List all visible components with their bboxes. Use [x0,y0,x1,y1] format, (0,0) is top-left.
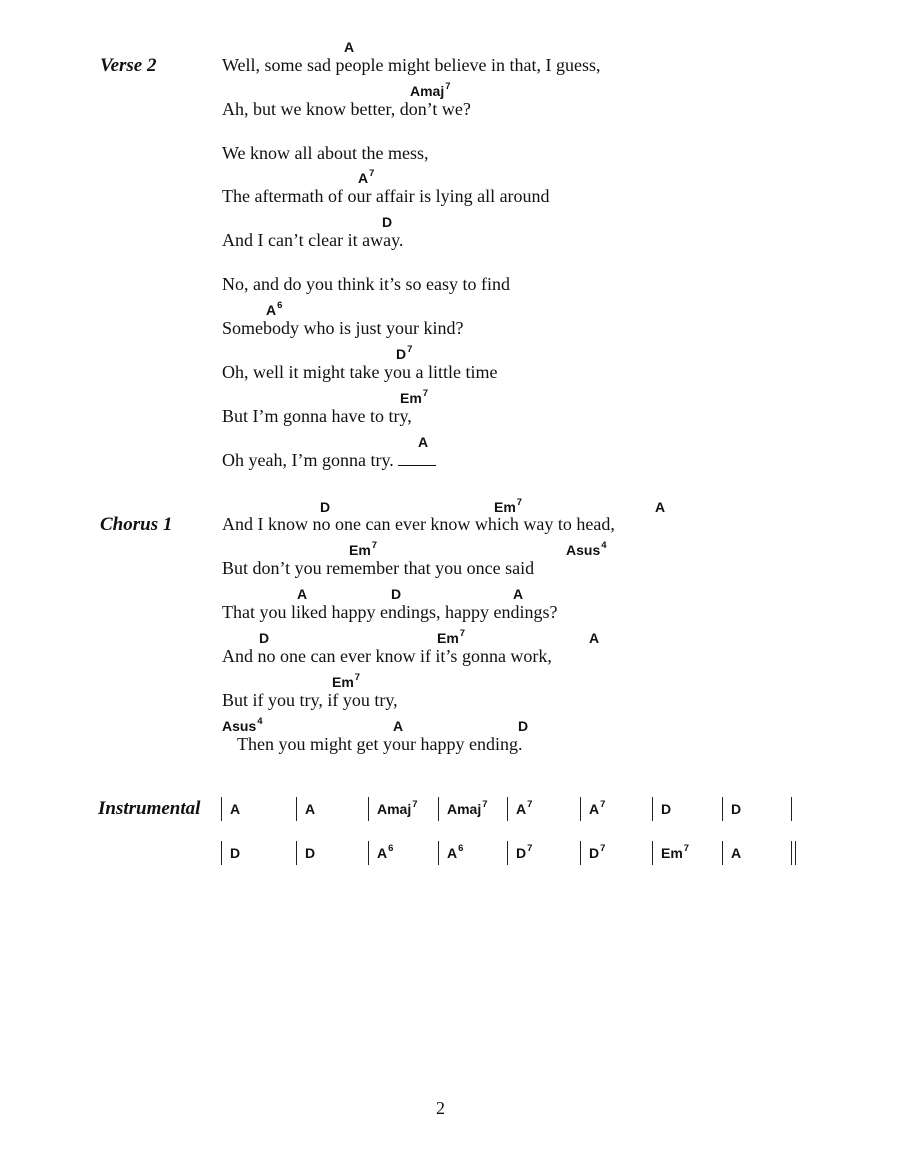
chord-root: A [516,801,527,817]
chord-extension: 7 [445,81,451,92]
instrumental-chord [447,845,463,861]
chord-root: A [589,630,600,646]
chord-root: D [305,845,316,861]
chord [513,586,523,602]
chord-extension: 6 [458,843,464,854]
instrumental-chord [377,845,393,861]
chord-extension: 7 [412,799,418,810]
chord-root: Em [332,674,354,690]
barline [507,797,508,821]
barline [221,841,222,865]
chord [391,586,401,602]
verse-2-lyric-line-7: Somebody who is just your kind? [222,318,464,338]
instrumental-chord [661,845,689,861]
instrumental-chord [305,845,315,861]
chord [566,542,607,558]
instrumental-chord [731,801,741,817]
barline [652,841,653,865]
chord-root: D [589,845,600,861]
section-label-chorus-1: Chorus 1 [100,514,173,535]
chord-extension: 6 [388,843,394,854]
chord-root: A [358,170,369,186]
chord [222,718,263,734]
chord [358,170,374,186]
chord-extension: 7 [482,799,488,810]
instrumental-chord [230,845,240,861]
barline [438,797,439,821]
final-barline [795,841,796,865]
chord-root: D [731,801,742,817]
instrumental-chord [516,801,532,817]
instrumental-chord [230,801,240,817]
chord-root: Amaj [447,801,482,817]
chord-root: D [230,845,241,861]
chord-extension: 7 [600,843,606,854]
chord [518,718,528,734]
chord [297,586,307,602]
instrumental-chord [589,801,605,817]
instrumental-chord [661,801,671,817]
chord-root: Asus [222,718,257,734]
chord-extension: 7 [683,843,690,854]
chord-root: A [418,434,429,450]
chord-root: A [447,845,458,861]
verse-2-lyric-line-10-text: Oh yeah, I’m gonna try. [222,450,394,470]
section-label-verse-2: Verse 2 [100,55,157,76]
chord-root: A [377,845,388,861]
chord-root: D [391,586,402,602]
instrumental-chord [516,845,532,861]
barline [791,797,792,821]
chord [589,630,599,646]
verse-2-lyric-line-9: But I’m gonna have to try, [222,406,412,426]
barline [722,841,723,865]
chorus-1-lyric-line-3: That you liked happy endings, happy endings? [222,602,558,622]
instrumental-chord [731,845,741,861]
chord-root: D [516,845,527,861]
verse-2-lyric-line-10 [222,450,436,471]
chord-extension: 4 [601,540,607,551]
chord-extension: 7 [527,843,533,854]
chord-root: A [513,586,524,602]
chord-extension: 7 [600,799,606,810]
chord-root: Asus [566,542,601,558]
barline [652,797,653,821]
chorus-1-lyric-line-1: And I know no one can ever know which way to head, [222,514,615,534]
chord-root: A [731,845,742,861]
chord [494,499,522,515]
verse-2-lyric-line-2: Ah, but we know better, don’t we? [222,99,471,119]
chord [344,39,354,55]
chorus-1-lyric-line-6: Then you might get your happy ending. [237,734,523,754]
chord-root: Em [349,542,371,558]
chord-extension: 7 [422,388,429,399]
chorus-1-lyric-line-2: But don’t you remember that you once said [222,558,535,578]
chord-extension: 7 [459,628,466,639]
barline [507,841,508,865]
chord [410,83,451,99]
chord [320,499,330,515]
verse-2-lyric-line-3: We know all about the mess, [222,143,429,163]
chord [418,434,428,450]
chord-root: A [344,39,355,55]
chord [396,346,412,362]
barline [722,797,723,821]
chord [332,674,360,690]
chord-root: Em [661,845,683,861]
chord-root: D [382,214,393,230]
chord-root: D [518,718,529,734]
instrumental-chord [447,801,488,817]
barline [368,841,369,865]
chord [437,630,465,646]
chord-root: A [297,586,308,602]
final-barline [791,841,792,865]
barline [580,841,581,865]
chord-root: Amaj [410,83,445,99]
chord [393,718,403,734]
section-label-instrumental: Instrumental [98,798,201,819]
chord-root: D [396,346,407,362]
fill-in-blank-line [398,451,436,466]
chord-extension: 7 [354,672,361,683]
chord [266,302,282,318]
chord-extension: 7 [371,540,378,551]
chord-root: A [655,499,666,515]
barline [438,841,439,865]
chord-root: A [266,302,277,318]
barline [368,797,369,821]
chord-root: D [661,801,672,817]
barline [296,797,297,821]
chord-root: Em [494,499,516,515]
chord-extension: 7 [527,799,533,810]
chorus-1-lyric-line-5: But if you try, if you try, [222,690,398,710]
barline [221,797,222,821]
chord-extension: 6 [277,300,283,311]
chord-root: Amaj [377,801,412,817]
chord [400,390,428,406]
chord [655,499,665,515]
chord-root: Em [437,630,459,646]
chorus-1-lyric-line-4: And no one can ever know if it’s gonna work, [222,646,552,666]
verse-2-lyric-line-8: Oh, well it might take you a little time [222,362,498,382]
instrumental-chord [377,801,418,817]
chord-extension: 4 [257,716,263,727]
chord [349,542,377,558]
chord-root: A [393,718,404,734]
barline [580,797,581,821]
chord-root: A [589,801,600,817]
chord-root: A [230,801,241,817]
chord-root: D [320,499,331,515]
verse-2-lyric-line-4: The aftermath of our affair is lying all around [222,186,550,206]
chord [259,630,269,646]
verse-2-lyric-line-1: Well, some sad people might believe in that, I guess, [222,55,601,75]
verse-2-lyric-line-5: And I can’t clear it away. [222,230,404,250]
page-number: 2 [436,1098,445,1118]
chord-extension: 7 [369,168,375,179]
chord-extension: 7 [407,344,413,355]
verse-2-lyric-line-6: No, and do you think it’s so easy to find [222,274,510,294]
chord-root: Em [400,390,422,406]
chord-extension: 7 [516,497,523,508]
chord-root: D [259,630,270,646]
barline [296,841,297,865]
instrumental-chord [589,845,605,861]
instrumental-chord [305,801,315,817]
chord [382,214,392,230]
chord-root: A [305,801,316,817]
